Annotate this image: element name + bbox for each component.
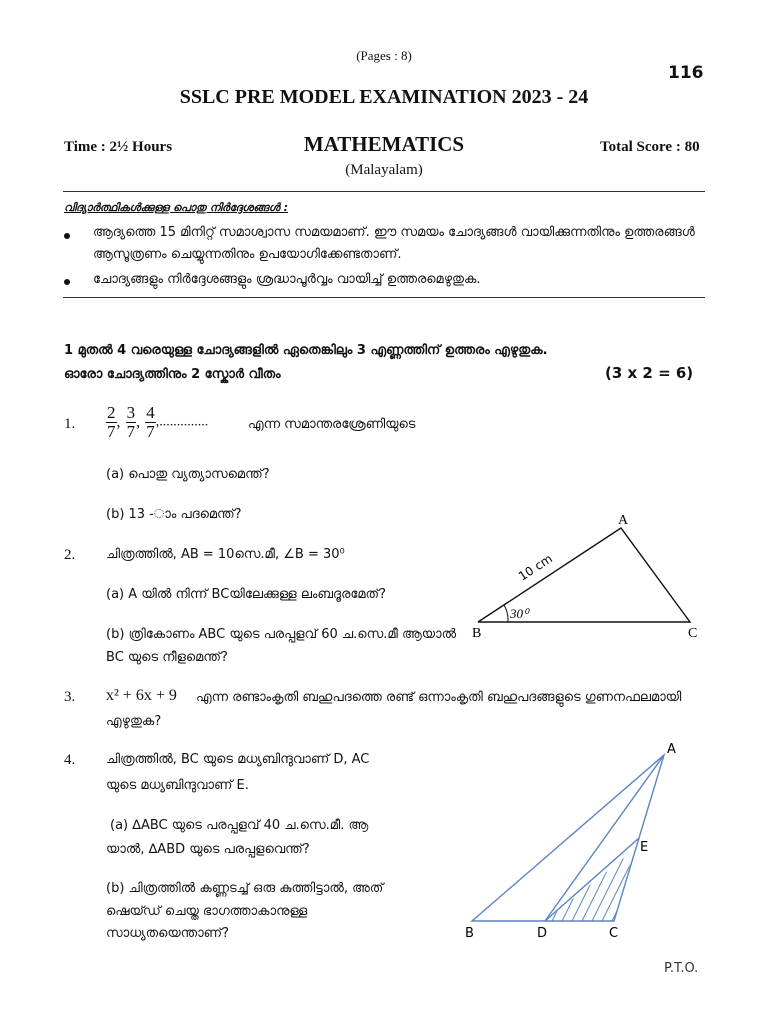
vertex-a: A (618, 513, 629, 528)
q1-part-b: (b) 13 -ാം പദമെന്ത്? (106, 507, 242, 522)
angle-arc (504, 605, 508, 622)
instruction-1-cont: ആസൂത്രണം ചെയ്യുന്നതിനും ഉപയോഗിക്കേണ്ടതാണ്. (93, 247, 402, 262)
section-score-note: ഓരോ ചോദ്യത്തിനും 2 സ്കോർ വീതം (64, 367, 281, 382)
page-turn-note: P.T.O. (664, 961, 699, 976)
instructions-heading: വിദ്യാർത്ഥികൾക്കുള്ള പൊതു നിർദ്ദേശങ്ങൾ : (64, 201, 289, 214)
vertex-a: A (667, 742, 676, 757)
q3-number: 3. (64, 689, 76, 705)
subject-title: MATHEMATICS (303, 132, 465, 156)
time-allowed: Time : 2½ Hours (64, 139, 173, 155)
q1-part-a: (a) പൊതു വ്യത്യാസമെന്ത്? (106, 467, 270, 482)
page-count: (Pages : 8) (356, 48, 412, 63)
segment-de (545, 838, 639, 921)
point-d: D (537, 926, 548, 941)
vertex-c: C (688, 626, 698, 641)
q4-text-cont: യുടെ മധ്യബിന്ദുവാണ് E. (106, 778, 249, 793)
q3-expression: x² + 6x + 9 (106, 687, 177, 704)
section-marks: (3 x 2 = 6) (605, 364, 694, 382)
instruction-2: ചോദ്യങ്ങളും നിർദ്ദേശങ്ങളും ശ്രദ്ധാപൂർവ്വം വായിച്ച് ഉത്തരമെഴുതുക. (93, 272, 481, 287)
total-score: Total Score : 80 (600, 139, 700, 155)
q4-part-b: (b) ചിത്രത്തിൽ കണ്ണടച്ച് ഒരു കുത്തിട്ടാൽ, അത് (106, 881, 384, 896)
q2-part-a: (a) A യിൽ നിന്ന് BCയിലേക്കുള്ള ലംബദൂരമേത്? (106, 587, 386, 602)
vertex-c: C (609, 926, 619, 941)
exam-title: SSLC PRE MODEL EXAMINATION 2023 - 24 (179, 86, 589, 108)
vertex-b: B (472, 626, 482, 641)
q4-triangle-figure (455, 735, 695, 945)
q4-part-b-cont2: സാധ്യതയെന്താണ്? (106, 926, 229, 941)
q1-text: എന്ന സമാന്തരശ്രേണിയുടെ (248, 417, 416, 432)
q4-text: ചിത്രത്തിൽ, BC യുടെ മധ്യബിന്ദുവാണ് D, AC (106, 752, 370, 767)
shaded-region (535, 835, 655, 935)
q4-part-a-cont: യാൽ, ∆ABD യുടെ പരപ്പളവെന്ത്? (106, 842, 310, 857)
medium: (Malayalam) (345, 162, 423, 178)
q4-part-b-cont: ഷെയ്ഡ് ചെയ്ത ഭാഗത്താകാനുള്ള (106, 904, 308, 919)
side-length-label: 10 cm (516, 551, 555, 584)
q1-number: 1. (64, 416, 76, 432)
bullet-marker (64, 279, 70, 285)
q2-part-b: (b) ത്രികോണം ABC യുടെ പരപ്പളവ് 60 ച.സെ.മീ ആയാൽ (106, 627, 457, 642)
instruction-1: ആദ്യത്തെ 15 മിനിറ്റ് സമാശ്വാസ സമയമാണ്. ഈ സമയം ചോദ്യങ്ങൾ വായിക്കുന്നതിനും ഉത്തരങ്ങൾ (93, 225, 695, 240)
fraction: $\frac{4}{7}$ (146, 403, 155, 441)
bullet-marker (64, 233, 70, 239)
q4-number: 4. (64, 752, 76, 768)
angle-label: 30⁰ (510, 606, 529, 621)
q2-text: ചിത്രത്തിൽ, AB = 10സെ.മീ, ∠B = 30⁰ (106, 547, 345, 562)
triangle-abc (472, 755, 664, 921)
q2-number: 2. (64, 547, 76, 563)
q3-text: എന്ന രണ്ടാംകൃതി ബഹുപദത്തെ രണ്ട് ഒന്നാംകൃതി ബഹുപദങ്ങളുടെ ഗുണനഫലമായി (196, 690, 682, 705)
q2-part-b-cont: BC യുടെ നീളമെന്ത്? (106, 650, 228, 665)
q2-triangle-figure (460, 505, 720, 645)
header-divider (63, 191, 705, 192)
q4-part-a: (a) ∆ABC യുടെ പരപ്പളവ് 40 ച.സെ.മീ. ആ (110, 818, 369, 833)
section-instruction: 1 മുതൽ 4 വരെയുള്ള ചോദ്യങ്ങളിൽ ഏതെങ്കിലും 3 എണ്ണത്തിന് ഉത്തരം എഴുതുക. (64, 343, 548, 358)
paper-code: 116 (668, 63, 704, 83)
q3-text-cont: എഴുതുക? (106, 714, 162, 729)
point-e: E (640, 840, 649, 855)
q1-sequence: $\frac{2}{7}$ , $\frac{3}{7}$ , $\frac{4}{7}$ ,.............. (107, 403, 209, 441)
fraction: $\frac{3}{7}$ (126, 403, 136, 441)
vertex-b: B (465, 926, 474, 941)
fraction: $\frac{2}{7}$ (107, 403, 116, 441)
instructions-divider (63, 297, 705, 298)
